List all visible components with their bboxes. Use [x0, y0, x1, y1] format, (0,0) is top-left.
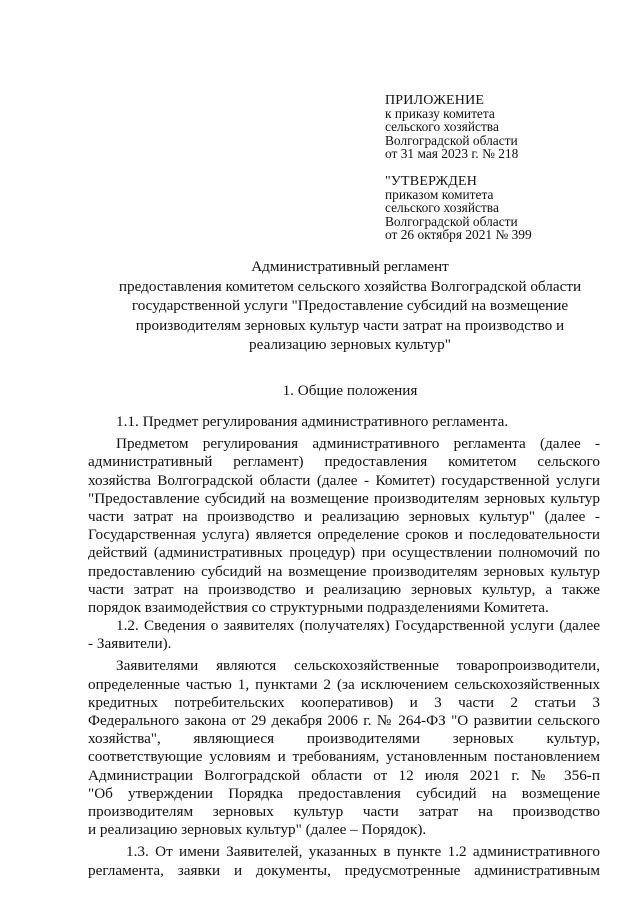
title-line: Административный регламент — [251, 258, 449, 275]
body-line: кредитных потребительских кооперативов) и 3 части 2 статьи 3 — [88, 693, 600, 711]
body-line: "Предоставление субсидий на возмещение производителям зерновых культур — [88, 489, 600, 507]
body-line: - Заявители). — [88, 635, 172, 653]
body-text — [88, 413, 600, 880]
body-line: части затрат на производство и реализацию зерновых культур, а также — [88, 580, 600, 598]
approved-line: приказом комитета — [385, 187, 494, 203]
body-line: порядок взаимодействия со структурными подразделениями Комитета. — [88, 598, 549, 616]
approved-line: сельского хозяйства — [385, 200, 499, 216]
approval-line: сельского хозяйства — [385, 119, 499, 135]
title-line: государственной услуги "Предоставление субсидий на возмещение — [131, 297, 569, 315]
body-line: соответствующие условиям и требованиям, установленным постановлением — [88, 748, 600, 766]
body-line: производителям зерновых культур части затрат на производство — [88, 802, 600, 820]
body-line: и реализацию зерновых культур" (далее – Порядок). — [88, 821, 427, 839]
title-line: реализацию зерновых культур" — [249, 336, 451, 354]
title-line: предоставления комитетом сельского хозяйства Волгоградской области — [118, 277, 582, 295]
body-line: 1.3. От имени Заявителей, указанных в пункте 1.2 административного — [126, 843, 600, 861]
body-line: административный регламент) предоставления комитетом сельского — [88, 453, 600, 471]
approval-block — [385, 94, 518, 160]
body-line: хозяйства", являющиеся производителями зерновых культур, — [88, 730, 600, 748]
section-heading: 1. Общие положения — [282, 382, 418, 399]
body-line: части затрат на производство и реализацию зерновых культур" (далее - — [88, 507, 600, 525]
body-line: Заявителями являются сельскохозяйственные товаропроизводители, — [116, 657, 600, 675]
approval-line: ПРИЛОЖЕНИЕ — [385, 93, 485, 108]
document-title — [96, 257, 604, 355]
body-line: действий (административных процедур) при осуществлении полномочий по — [88, 544, 600, 562]
body-line: Государственная услуга) является определение сроков и последовательности — [88, 526, 600, 544]
body-line: "Об утверждении Порядка предоставления субсидий на возмещение — [88, 784, 600, 802]
approval-line: Волгоградской области — [385, 132, 518, 148]
body-line: Администрации Волгоградской области от 12 июля 2021 г. № 356-п — [88, 766, 600, 784]
body-line: 1.1. Предмет регулирования административного регламента. — [116, 413, 509, 430]
approval-line: к приказу комитета — [385, 106, 495, 122]
body-line: регламента, заявки и документы, предусмотренные административным — [88, 861, 600, 879]
approved-line: от 26 октября 2021 № 399 — [385, 226, 532, 242]
approved-line: "УТВЕРЖДЕН — [385, 174, 478, 189]
body-line: определенные частью 1, пунктами 2 (за исключением сельскохозяйственных — [88, 675, 600, 693]
approved-line: Волгоградской области — [385, 213, 518, 229]
body-line: предоставлению субсидий на возмещение производителям зерновых культур — [88, 562, 600, 580]
body-line: 1.2. Сведения о заявителях (получателях) Государственной услуги (далее — [116, 617, 600, 635]
body-line: хозяйства Волгоградской области (далее - Комитет) государственной услуги — [88, 471, 600, 489]
body-line: Предметом регулирования административного регламента (далее - — [116, 435, 600, 453]
title-line: производителям зерновых культур части затрат на производство и — [135, 316, 565, 334]
approval-line: от 31 мая 2023 г. № 218 — [385, 145, 519, 161]
body-line: Федерального закона от 29 декабря 2006 г. № 264-ФЗ "О развитии сельского — [88, 712, 600, 729]
approved-block — [385, 175, 532, 241]
